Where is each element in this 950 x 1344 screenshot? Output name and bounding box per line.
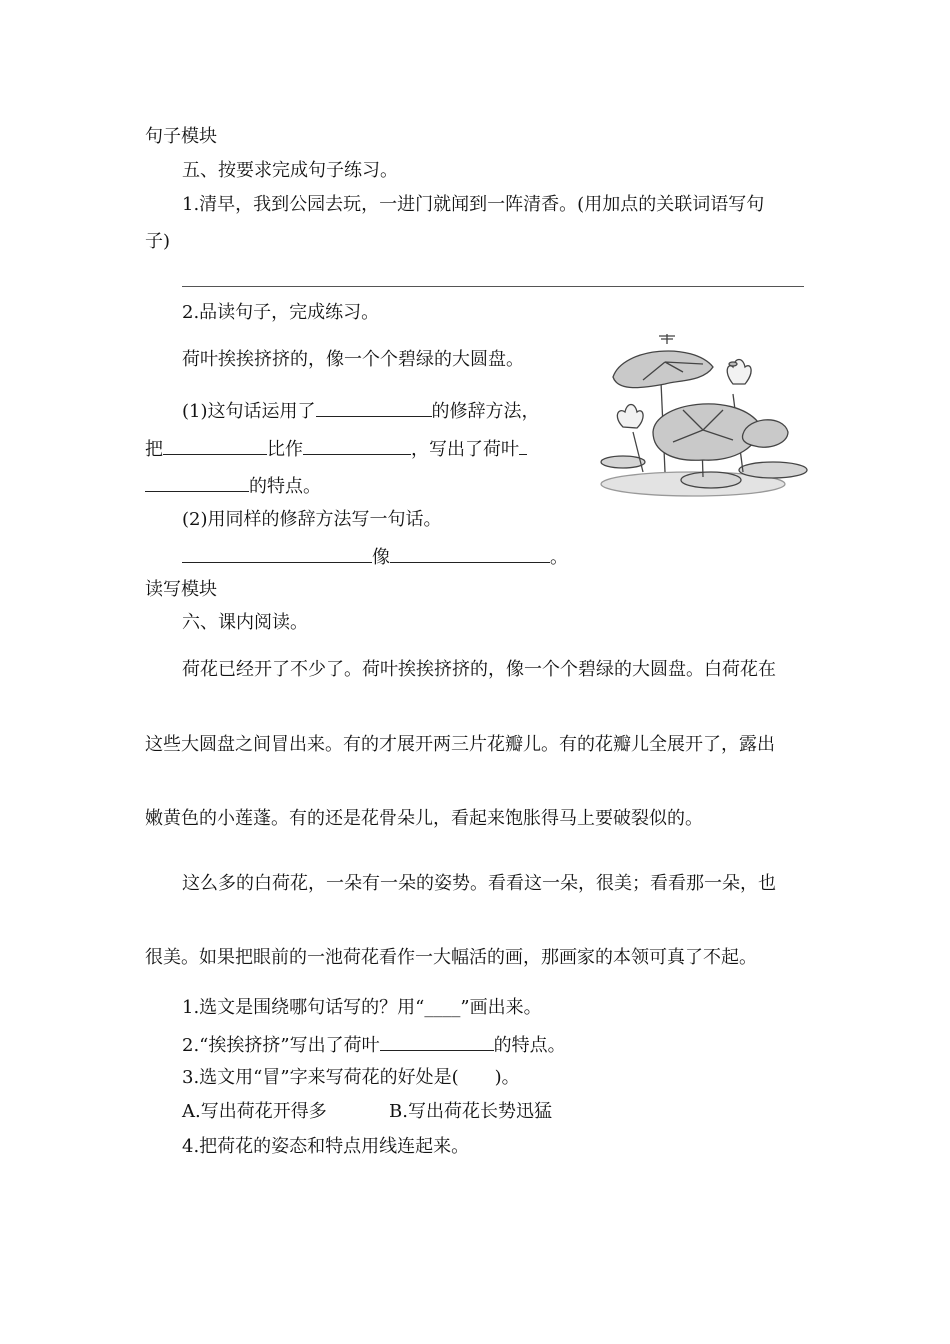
passage-p2-line1: 这么多的白荷花，一朵有一朵的姿势。看看这一朵，很美；看看那一朵，也	[182, 873, 776, 894]
blank-object[interactable]	[163, 438, 267, 455]
q5-item2-title: 2.品读句子，完成练习。	[182, 302, 380, 323]
sub1-text-b: 的修辞方法，	[431, 401, 540, 422]
section-heading-read-write: 读写模块	[145, 579, 217, 600]
blank-sentence-b[interactable]	[390, 546, 550, 563]
q6-question3: 3.选文用“冒”字来写荷花的好处是( )。	[182, 1067, 520, 1088]
lotus-pond-icon	[583, 322, 815, 504]
blank-rhetoric[interactable]	[316, 400, 432, 417]
q6-q2-text-b: 的特点。	[493, 1035, 566, 1056]
sub1-text-c: 把	[145, 439, 163, 460]
passage-p1-line3: 嫩黄色的小莲蓬。有的还是花骨朵儿，看起来饱胀得马上要破裂似的。	[145, 808, 703, 829]
q5-sub1-line2	[145, 438, 527, 459]
q6-question4: 4.把荷花的姿态和特点用线连起来。	[182, 1136, 470, 1157]
q6-q3-option-a[interactable]: A.写出荷花开得多	[182, 1101, 327, 1122]
q6-question2	[182, 1034, 566, 1055]
sub2-end: 。	[550, 547, 568, 568]
passage-p1-line2: 这些大圆盘之间冒出来。有的才展开两三片花瓣儿。有的花瓣儿全展开了，露出	[145, 734, 775, 755]
q6-title: 六、课内阅读。	[182, 612, 308, 633]
sub1-text-e: ，写出了荷叶	[411, 439, 519, 460]
blank-q2[interactable]	[380, 1034, 494, 1051]
blank-feature[interactable]	[145, 475, 249, 492]
q5-sub2-answer	[182, 546, 568, 567]
sub1-text-a: (1)这句话运用了	[182, 401, 316, 422]
q5-item1-line2: 子)	[145, 231, 171, 252]
q5-sub2: (2)用同样的修辞方法写一句话。	[182, 509, 442, 530]
q6-q3-option-b[interactable]: B.写出荷花长势迅猛	[389, 1101, 552, 1122]
blank-feature-start[interactable]	[519, 438, 527, 455]
passage-p1-line1: 荷花已经开了不少了。荷叶挨挨挤挤的，像一个个碧绿的大圆盘。白荷花在	[182, 659, 776, 680]
q5-title: 五、按要求完成句子练习。	[182, 160, 398, 181]
q6-question1: 1.选文是围绕哪句话写的？用“____”画出来。	[182, 997, 542, 1018]
sub1-text-d: 比作	[267, 439, 303, 460]
blank-sentence-a[interactable]	[182, 546, 372, 563]
sub2-mid: 像	[372, 547, 390, 568]
section-heading-sentence: 句子模块	[145, 126, 217, 147]
quote-sentence: 荷叶挨挨挤挤的，像一个个碧绿的大圆盘。	[182, 349, 524, 370]
q5-sub1-line3	[145, 475, 321, 496]
q5-sub1-line1	[182, 400, 540, 421]
answer-line[interactable]	[182, 286, 804, 287]
blank-compared[interactable]	[303, 438, 411, 455]
q6-q2-text-a: 2.“挨挨挤挤”写出了荷叶	[182, 1035, 380, 1056]
sub1-text-f: 的特点。	[249, 476, 321, 497]
passage-p2-line2: 很美。如果把眼前的一池荷花看作一大幅活的画，那画家的本领可真了不起。	[145, 947, 757, 968]
q5-item1-line1: 1.清早，我到公园去玩，一进门就闻到一阵清香。(用加点的关联词语写句	[182, 194, 765, 215]
